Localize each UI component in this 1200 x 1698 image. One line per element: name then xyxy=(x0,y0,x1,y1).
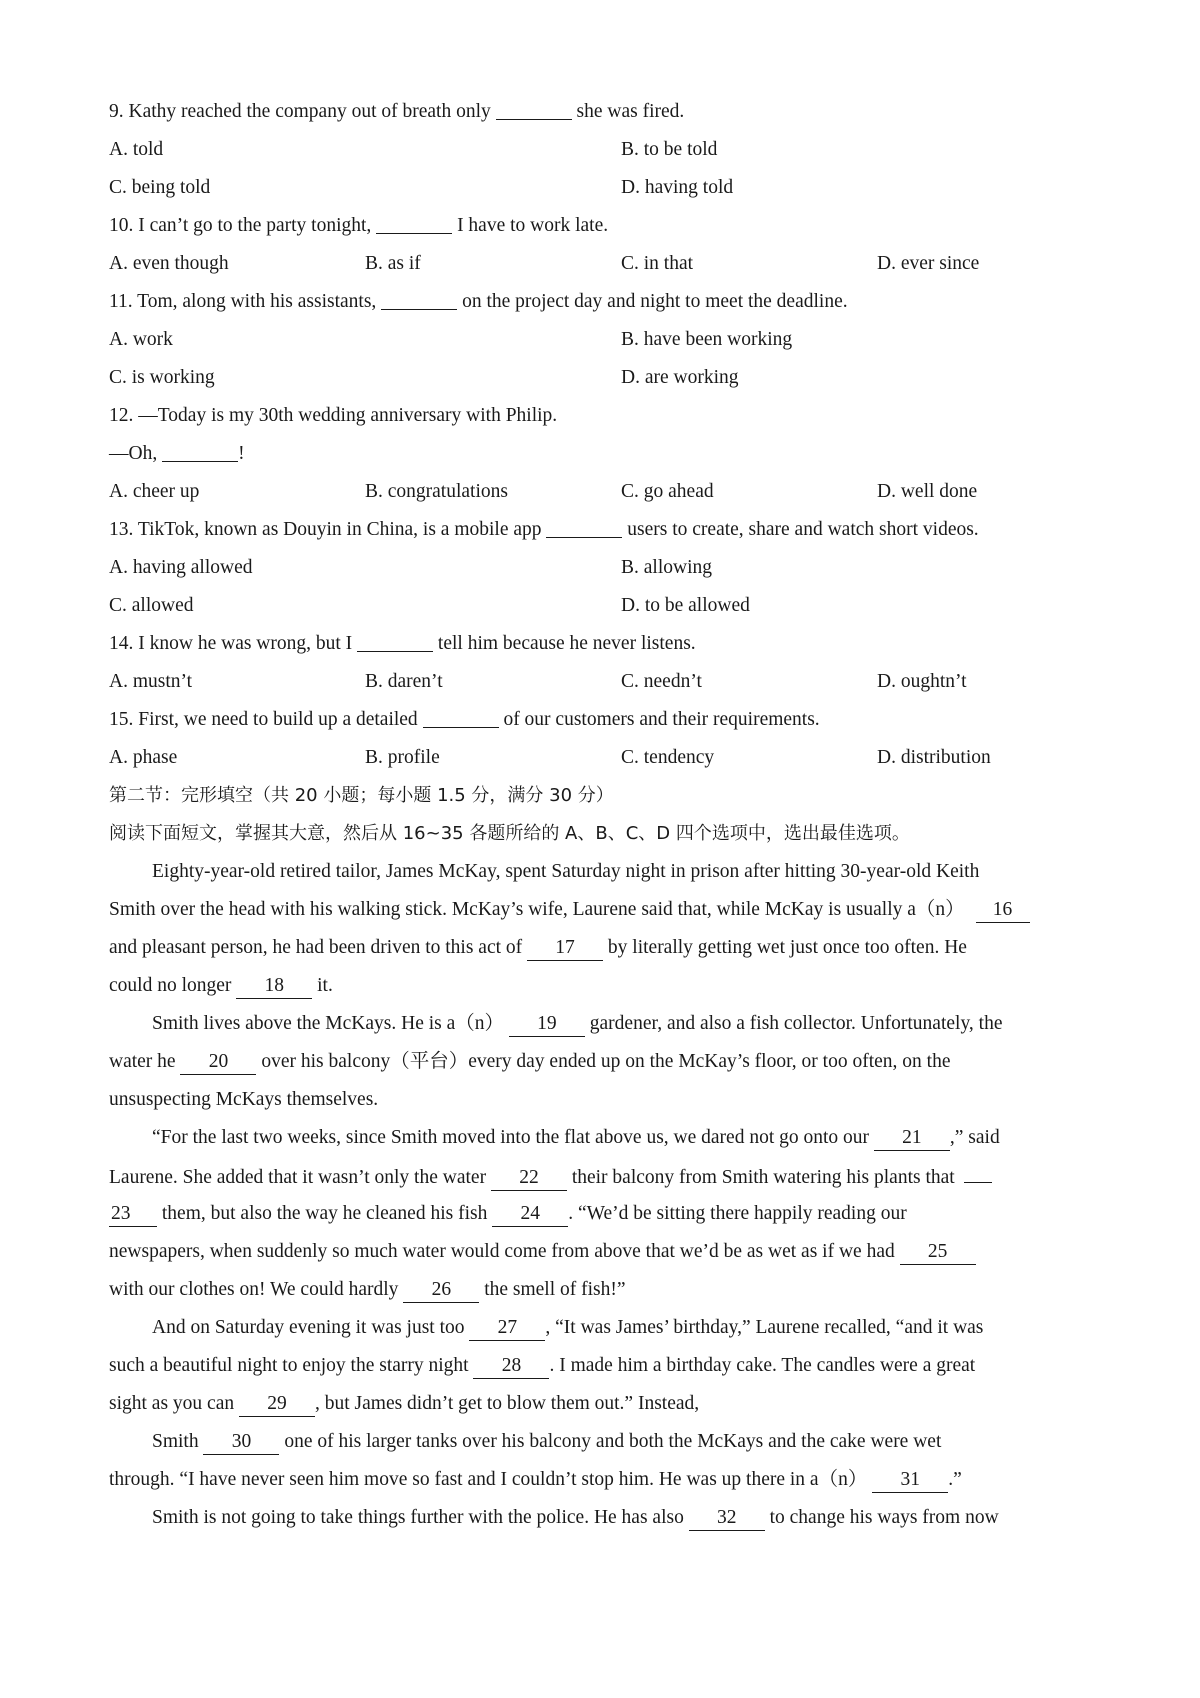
question-9-stem: 9. Kathy reached the company out of breath only she was fired. xyxy=(109,93,1099,131)
option-c: C. needn’t xyxy=(621,671,702,692)
answer-blank xyxy=(423,705,499,728)
option-b: B. daren’t xyxy=(365,671,443,692)
question-15-options xyxy=(109,739,1099,777)
option-a: A. even though xyxy=(109,253,229,274)
answer-blank xyxy=(162,439,238,462)
option-a: A. having allowed xyxy=(109,557,253,578)
blank-19: 19 xyxy=(509,1011,585,1037)
answer-blank xyxy=(546,515,622,538)
passage-line: Eighty-year-old retired tailor, James McKay, spent Saturday night in prison after hitting 30-year-old Keith xyxy=(152,861,980,882)
answer-blank xyxy=(496,97,572,120)
passage-line: newspapers, when suddenly so much water would come from above that we’d be as wet as if we had 25 xyxy=(109,1233,1099,1271)
option-b: B. congratulations xyxy=(365,481,508,502)
blank-24: 24 xyxy=(492,1201,568,1227)
blank-17: 17 xyxy=(527,935,603,961)
blank-27: 27 xyxy=(469,1315,545,1341)
passage-line: And on Saturday evening it was just too 27 , “It was James’ birthday,” Laurene recalled, “and it was xyxy=(109,1309,1099,1347)
option-c: C. in that xyxy=(621,253,694,274)
passage-line: such a beautiful night to enjoy the starry night 28 . I made him a birthday cake. The candles were a great xyxy=(109,1347,1099,1385)
question-12-stem: 12. —Today is my 30th wedding anniversary with Philip. xyxy=(109,405,558,426)
option-b: B. allowing xyxy=(621,557,712,578)
option-b: B. to be told xyxy=(621,139,718,160)
option-d: D. distribution xyxy=(877,747,991,768)
blank-20: 20 xyxy=(180,1049,256,1075)
question-14-options xyxy=(109,663,1099,701)
passage-line: Smith over the head with his walking stick. McKay’s wife, Laurene said that, while McKay is usually a（n） 16 xyxy=(109,891,1099,929)
question-13-options-row-1 xyxy=(109,549,1099,587)
option-b: B. as if xyxy=(365,253,421,274)
question-9-options-row-2 xyxy=(109,169,1099,207)
page-content xyxy=(109,93,1099,1537)
option-c: C. being told xyxy=(109,177,211,198)
option-a: A. mustn’t xyxy=(109,671,193,692)
option-d: D. are working xyxy=(621,367,739,388)
passage-line: could no longer 18 it. xyxy=(109,967,1099,1005)
option-a: A. phase xyxy=(109,747,178,768)
blank-28: 28 xyxy=(473,1353,549,1379)
answer-blank xyxy=(357,629,433,652)
blank-23-start xyxy=(964,1157,992,1183)
passage-line: Laurene. She added that it wasn’t only the water 22 their balcony from Smith watering his plants that xyxy=(109,1157,1099,1195)
blank-29: 29 xyxy=(239,1391,315,1417)
option-a: A. cheer up xyxy=(109,481,200,502)
answer-blank xyxy=(381,287,457,310)
passage-line: Smith 30 one of his larger tanks over his balcony and both the McKays and the cake were wet xyxy=(109,1423,1099,1461)
passage-line: with our clothes on! We could hardly 26 the smell of fish!” xyxy=(109,1271,1099,1309)
option-a: A. work xyxy=(109,329,173,350)
option-c: C. allowed xyxy=(109,595,194,616)
blank-26: 26 xyxy=(403,1277,479,1303)
passage-line: unsuspecting McKays themselves. xyxy=(109,1089,379,1110)
option-d: D. ever since xyxy=(877,253,980,274)
section-title: 第二节：完形填空（共 20 小题；每小题 1.5 分，满分 30 分） xyxy=(109,785,614,806)
blank-30: 30 xyxy=(203,1429,279,1455)
option-d: D. having told xyxy=(621,177,734,198)
passage-line: 23 them, but also the way he cleaned his fish 24 . “We’d be sitting there happily reading our xyxy=(109,1195,1099,1233)
question-13-options-row-2 xyxy=(109,587,1099,625)
question-10-options xyxy=(109,245,1099,283)
question-13-stem: 13. TikTok, known as Douyin in China, is a mobile app users to create, share and watch short videos. xyxy=(109,511,1099,549)
option-a: A. told xyxy=(109,139,164,160)
passage-line: “For the last two weeks, since Smith moved into the flat above us, we dared not go onto our 21 ,” said xyxy=(109,1119,1099,1157)
answer-blank xyxy=(376,211,452,234)
passage-line: water he 20 over his balcony（平台）every day ended up on the McKay’s floor, or too often, on the xyxy=(109,1043,1099,1081)
option-c: C. is working xyxy=(109,367,215,388)
blank-31: 31 xyxy=(872,1467,948,1493)
question-14-stem: 14. I know he was wrong, but I tell him because he never listens. xyxy=(109,625,1099,663)
blank-18: 18 xyxy=(236,973,312,999)
blank-21: 21 xyxy=(874,1125,950,1151)
blank-22: 22 xyxy=(491,1165,567,1191)
option-c: C. go ahead xyxy=(621,481,714,502)
question-15-stem: 15. First, we need to build up a detailed of our customers and their requirements. xyxy=(109,701,1099,739)
option-d: D. well done xyxy=(877,481,978,502)
question-12-reply: —Oh, ! xyxy=(109,435,1099,473)
passage-line: Smith lives above the McKays. He is a（n） 19 gardener, and also a fish collector. Unfortunately, the xyxy=(109,1005,1099,1043)
option-d: D. oughtn’t xyxy=(877,671,967,692)
passage-line: and pleasant person, he had been driven to this act of 17 by literally getting wet just once too often. He xyxy=(109,929,1099,967)
section-instruction: 阅读下面短文，掌握其大意，然后从 16~35 各题所给的 A、B、C、D 四个选项中，选出最佳选项。 xyxy=(109,823,910,844)
question-10-stem: 10. I can’t go to the party tonight, I have to work late. xyxy=(109,207,1099,245)
blank-23: 23 xyxy=(109,1201,157,1227)
question-12-options xyxy=(109,473,1099,511)
option-b: B. have been working xyxy=(621,329,793,350)
blank-16: 16 xyxy=(976,897,1030,923)
passage-line: Smith is not going to take things further with the police. He has also 32 to change his ways from now xyxy=(109,1499,1099,1537)
blank-32: 32 xyxy=(689,1505,765,1531)
question-11-options-row-1 xyxy=(109,321,1099,359)
option-d: D. to be allowed xyxy=(621,595,750,616)
question-11-stem: 11. Tom, along with his assistants, on the project day and night to meet the deadline. xyxy=(109,283,1099,321)
passage-line: sight as you can 29 , but James didn’t get to blow them out.” Instead, xyxy=(109,1385,1099,1423)
option-c: C. tendency xyxy=(621,747,715,768)
question-9-options-row-1 xyxy=(109,131,1099,169)
question-11-options-row-2 xyxy=(109,359,1099,397)
passage-line: through. “I have never seen him move so fast and I couldn’t stop him. He was up there in a（n） 31 .” xyxy=(109,1461,1099,1499)
option-b: B. profile xyxy=(365,747,440,768)
blank-25: 25 xyxy=(900,1239,976,1265)
